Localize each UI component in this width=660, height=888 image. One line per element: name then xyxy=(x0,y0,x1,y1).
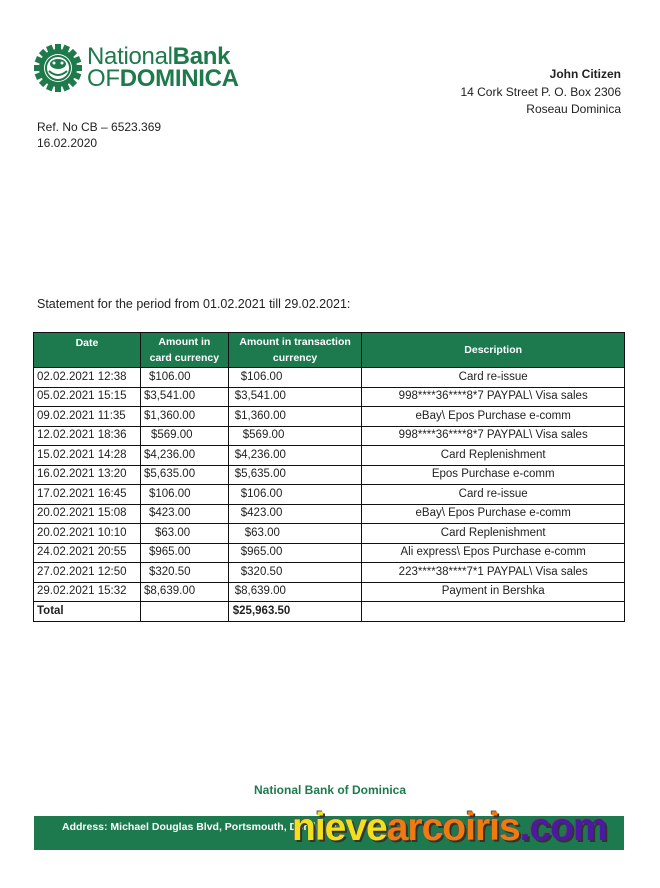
cell-card-amount: $3,541.00 xyxy=(140,387,228,407)
header-transaction-amount: Amount in transaction currency xyxy=(228,333,362,368)
logo-word-national: National xyxy=(87,43,173,70)
reference-date: 16.02.2020 xyxy=(37,136,98,150)
table-row xyxy=(34,407,625,427)
cell-description: eBay\ Epos Purchase e-comm xyxy=(362,504,625,524)
header-card-amount: Amount in card currency xyxy=(140,333,228,368)
cell-card-amount: $1,360.00 xyxy=(140,407,228,427)
cell-transaction-amount: $320.50 xyxy=(228,563,362,583)
cell-card-amount: $5,635.00 xyxy=(140,465,228,485)
header-description: Description xyxy=(362,333,625,368)
watermark-part1: nieve xyxy=(292,806,387,849)
cell-card-amount: $320.50 xyxy=(140,563,228,583)
cell-description: 223****38****7*1 PAYPAL\ Visa sales xyxy=(362,563,625,583)
cell-date: 29.02.2021 15:32 xyxy=(34,582,141,602)
cell-description: Card re-issue xyxy=(362,368,625,388)
cell-transaction-amount: $569.00 xyxy=(228,426,362,446)
cell-card-amount: $63.00 xyxy=(140,524,228,544)
table-header-row xyxy=(34,333,625,368)
logo-word-dominica: DOMINICA xyxy=(119,65,239,92)
table-row xyxy=(34,368,625,388)
table-row xyxy=(34,485,625,505)
reference-number: Ref. No CB – 6523.369 xyxy=(37,120,162,134)
cell-description: Card re-issue xyxy=(362,485,625,505)
total-transaction-amount: $25,963.50 xyxy=(228,602,362,622)
cell-card-amount: $8,639.00 xyxy=(140,582,228,602)
cell-transaction-amount: $3,541.00 xyxy=(228,387,362,407)
cell-date: 02.02.2021 12:38 xyxy=(34,368,141,388)
cell-description: Epos Purchase e-comm xyxy=(362,465,625,485)
cell-card-amount: $965.00 xyxy=(140,543,228,563)
cell-transaction-amount: $8,639.00 xyxy=(228,582,362,602)
table-row xyxy=(34,387,625,407)
total-label: Total xyxy=(34,602,141,622)
cell-date: 09.02.2021 11:35 xyxy=(34,407,141,427)
cell-description: Card Replenishment xyxy=(362,524,625,544)
cell-description: eBay\ Epos Purchase e-comm xyxy=(362,407,625,427)
table-row xyxy=(34,524,625,544)
table-row xyxy=(34,582,625,602)
bank-emblem-gear-icon xyxy=(33,43,83,93)
cell-transaction-amount: $106.00 xyxy=(228,485,362,505)
table-row xyxy=(34,543,625,563)
cell-description: Card Replenishment xyxy=(362,446,625,466)
total-description xyxy=(362,602,625,622)
cell-description: Payment in Bershka xyxy=(362,582,625,602)
statement-period: Statement for the period from 01.02.2021 till 29.02.2021: xyxy=(37,297,351,311)
cell-transaction-amount: $63.00 xyxy=(228,524,362,544)
table-row xyxy=(34,563,625,583)
cell-card-amount: $4,236.00 xyxy=(140,446,228,466)
cell-date: 24.02.2021 20:55 xyxy=(34,543,141,563)
watermark-part2: arcoiris xyxy=(386,806,520,849)
cell-date: 20.02.2021 10:10 xyxy=(34,524,141,544)
table-row xyxy=(34,446,625,466)
table-row xyxy=(34,426,625,446)
header-date: Date xyxy=(34,333,141,368)
cell-date: 16.02.2021 13:20 xyxy=(34,465,141,485)
cell-description: 998****36****8*7 PAYPAL\ Visa sales xyxy=(362,426,625,446)
recipient-address-line2: Roseau Dominica xyxy=(526,102,621,116)
cell-card-amount: $423.00 xyxy=(140,504,228,524)
logo-word-of: OF xyxy=(87,65,120,92)
footer-address: Address: Michael Douglas Blvd, Portsmouth, Dominica xyxy=(62,821,337,833)
footer-bank-name: National Bank of Dominica xyxy=(253,783,407,797)
cell-card-amount: $569.00 xyxy=(140,426,228,446)
cell-date: 27.02.2021 12:50 xyxy=(34,563,141,583)
cell-card-amount: $106.00 xyxy=(140,485,228,505)
total-card-amount xyxy=(140,602,228,622)
recipient-address-line1: 14 Cork Street P. O. Box 2306 xyxy=(460,84,621,99)
bank-logo-text xyxy=(87,45,239,91)
cell-description: Ali express\ Epos Purchase e-comm xyxy=(362,543,625,563)
cell-transaction-amount: $423.00 xyxy=(228,504,362,524)
cell-date: 15.02.2021 14:28 xyxy=(34,446,141,466)
table-total-row xyxy=(34,602,625,622)
transactions-table xyxy=(33,332,625,622)
cell-transaction-amount: $106.00 xyxy=(228,368,362,388)
reference-block xyxy=(37,119,161,151)
table-row xyxy=(34,504,625,524)
cell-transaction-amount: $5,635.00 xyxy=(228,465,362,485)
cell-date: 17.02.2021 16:45 xyxy=(34,485,141,505)
watermark-part3: .com xyxy=(519,806,607,849)
cell-transaction-amount: $4,236.00 xyxy=(228,446,362,466)
cell-description: 998****36****8*7 PAYPAL\ Visa sales xyxy=(362,387,625,407)
cell-date: 12.02.2021 18:36 xyxy=(34,426,141,446)
recipient-name: John Citizen xyxy=(549,67,621,81)
cell-date: 05.02.2021 15:15 xyxy=(34,387,141,407)
watermark xyxy=(292,806,607,850)
cell-transaction-amount: $1,360.00 xyxy=(228,407,362,427)
cell-transaction-amount: $965.00 xyxy=(228,543,362,563)
recipient-address-block xyxy=(460,66,621,119)
logo-word-bank: Bank xyxy=(172,43,231,70)
bank-logo xyxy=(33,42,239,94)
cell-date: 20.02.2021 15:08 xyxy=(34,504,141,524)
table-row xyxy=(34,465,625,485)
cell-card-amount: $106.00 xyxy=(140,368,228,388)
